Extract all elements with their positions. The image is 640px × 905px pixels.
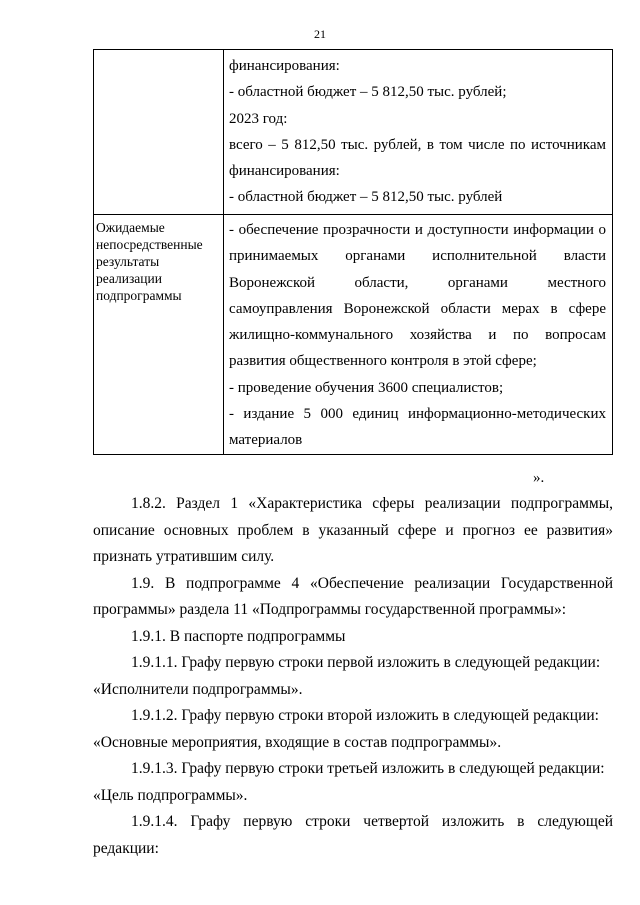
paragraph-1-9-1-1: 1.9.1.1. Графу первую строки первой изложить в следующей редакции: <box>131 654 601 671</box>
quote-line: «Цель подпрограммы». <box>93 786 248 804</box>
result-item: - обеспечение прозрачности и доступности информации о принимаемых органами исполнительной власти Воронежской области, органами местного самоуправления Воронежской области мерах в сфере жилищно-коммунального хозяйства и по вопросам развития общественного контроля в этой сфере; <box>229 222 606 370</box>
paragraph-1-9-1-2: 1.9.1.2. Графу первую строки второй изложить в следующей редакции: <box>131 707 599 724</box>
row-value <box>224 215 613 455</box>
quote-line: «Основные мероприятия, входящие в состав подпрограммы». <box>93 733 502 751</box>
row-value <box>224 50 613 215</box>
paragraph-1-9: 1.9. В подпрограмме 4 «Обеспечение реализации Государственной программы» раздела 11 «Подпрограммы государственной программы»: <box>93 574 613 618</box>
table-row <box>94 50 613 215</box>
result-item: - издание 5 000 единиц информационно-методических материалов <box>229 406 606 449</box>
paragraph-1-8-2: 1.8.2. Раздел 1 «Характеристика сферы реализации подпрограммы, описание основных проблем в указанный сфере и прогноз ее развития» признать утратившим силу. <box>93 495 613 565</box>
closing-quote: ». <box>533 470 545 486</box>
quote-line: «Исполнители подпрограммы». <box>93 680 303 698</box>
value-line: 2023 год: <box>229 110 288 127</box>
page-number: 21 <box>314 27 326 41</box>
row-label: Ожидаемые непосредственные результаты реализации подпрограммы <box>94 215 224 455</box>
table-row <box>94 215 613 455</box>
value-line: финансирования: <box>229 163 340 180</box>
paragraph-1-9-1-4: 1.9.1.4. Графу первую строки четвертой изложить в следующей редакции: <box>93 813 613 857</box>
value-line: финансирования: <box>229 58 340 74</box>
paragraph-1-9-1-3: 1.9.1.3. Графу первую строки третьей изложить в следующей редакции: <box>131 760 605 777</box>
value-line: - областной бюджет – 5 812,50 тыс. рублей; <box>229 84 507 101</box>
value-line: - областной бюджет – 5 812,50 тыс. рублей <box>229 189 503 206</box>
row-label <box>94 50 224 215</box>
result-item: - проведение обучения 3600 специалистов; <box>229 379 504 396</box>
value-line: всего – 5 812,50 тыс. рублей, в том числе по источникам <box>229 136 606 153</box>
paragraph-1-9-1: 1.9.1. В паспорте подпрограммы <box>131 627 346 645</box>
body-text <box>93 491 613 862</box>
passport-table <box>93 49 613 455</box>
